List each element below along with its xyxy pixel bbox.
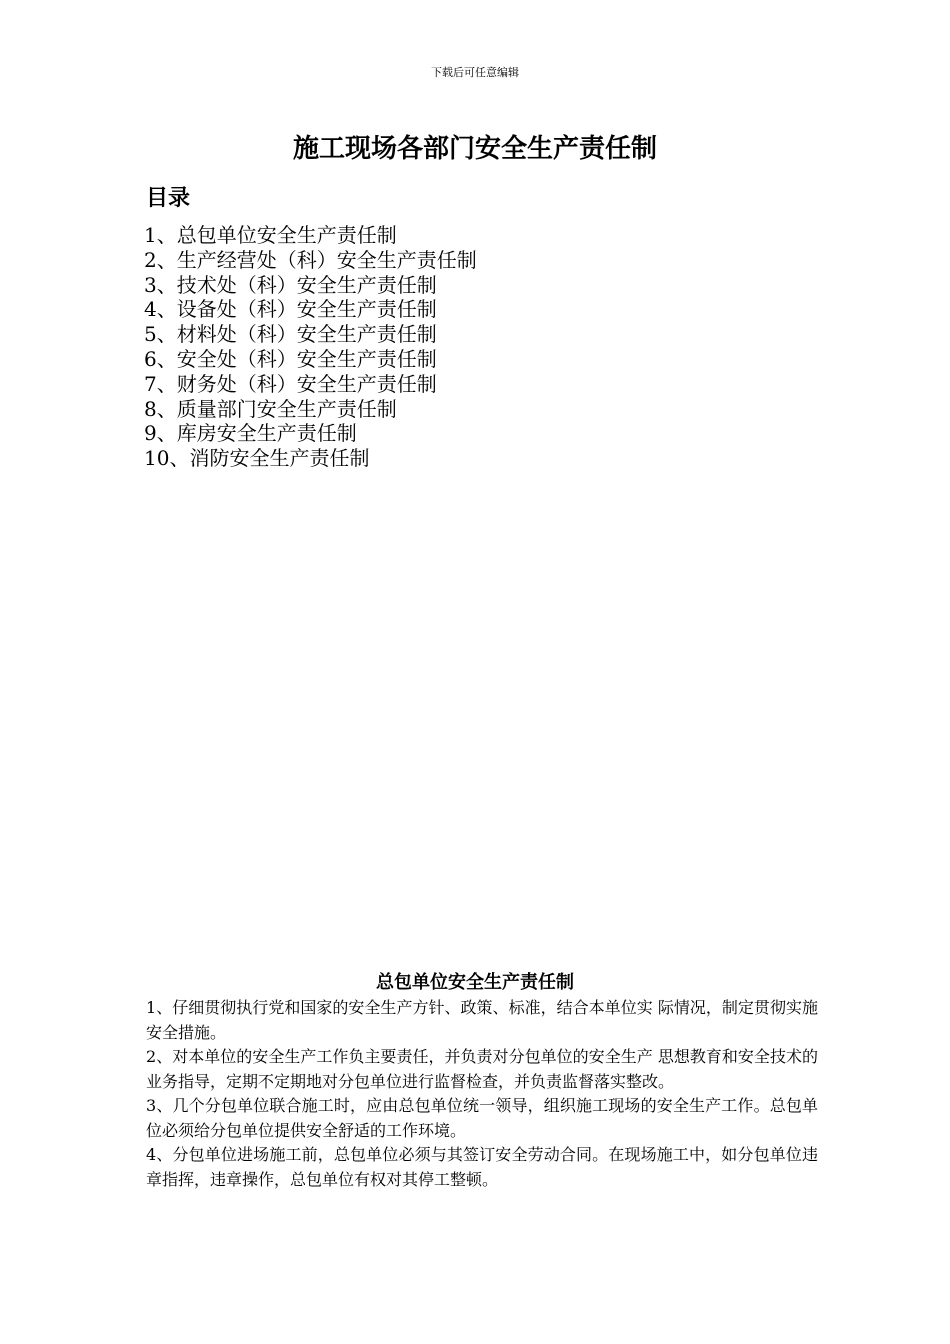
section-title: 总包单位安全生产责任制 [376,972,574,993]
toc-item: 6、安全处（科）安全生产责任制 [144,346,437,371]
section-body [146,996,818,1192]
toc-list [144,223,477,471]
toc-item: 2、生产经营处（科）安全生产责任制 [144,247,477,272]
toc-item: 10、消防安全生产责任制 [144,446,370,471]
section-paragraph: 1、仔细贯彻执行党和国家的安全生产方针、政策、标准，结合本单位实 际情况，制定贯彻实施安全措施。 [146,998,818,1042]
toc-item: 8、质量部门安全生产责任制 [144,396,397,421]
toc-item: 1、总包单位安全生产责任制 [144,223,397,247]
document-title: 施工现场各部门安全生产责任制 [292,134,657,164]
header-note: 下载后可任意编辑 [431,66,519,79]
toc-item: 5、材料处（科）安全生产责任制 [144,322,437,347]
toc-item: 4、设备处（科）安全生产责任制 [144,297,437,322]
toc-heading: 目录 [146,186,191,211]
toc-item: 3、技术处（科）安全生产责任制 [144,272,437,297]
toc-item: 9、库房安全生产责任制 [144,421,357,446]
toc-item: 7、财务处（科）安全生产责任制 [144,371,437,396]
section-paragraph: 2、对本单位的安全生产工作负主要责任，并负责对分包单位的安全生产 思想教育和安全技术的业务指导，定期不定期地对分包单位进行监督检查，并负责监督落实整改。 [146,1047,818,1091]
section-paragraph: 3、几个分包单位联合施工时，应由总包单位统一领导，组织施工现场的安全生产工作。总包单位必须给分包单位提供安全舒适的工作环境。 [146,1096,818,1140]
section-paragraph: 4、分包单位进场施工前，总包单位必须与其签订安全劳动合同。在现场施工中，如分包单位违章指挥，违章操作，总包单位有权对其停工整顿。 [146,1145,818,1189]
